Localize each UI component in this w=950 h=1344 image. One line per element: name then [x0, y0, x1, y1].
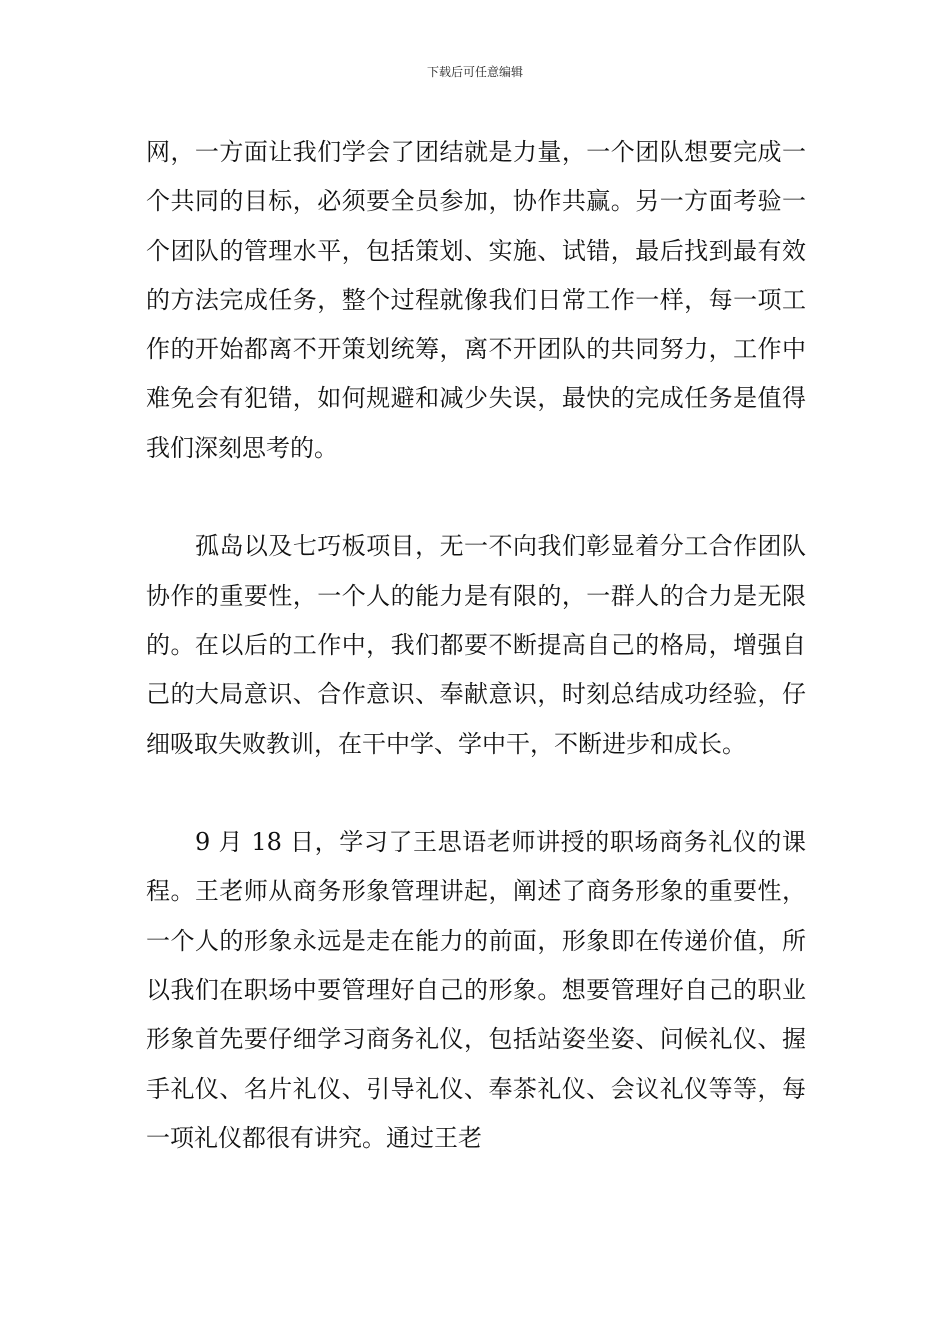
paragraph-spacer — [146, 769, 806, 818]
paragraph-3: 9 月 18 日，学习了王思语老师讲授的职场商务礼仪的课程。王老师从商务形象管理讲起，阐述了商务形象的重要性，一个人的形象永远是走在能力的前面，形象即在传递价值，所以我们在职场中要管理好自己的形象。想要管理好自己的职业形象首先要仔细学习商务礼仪，包括站姿坐姿、问候礼仪、握手礼仪、名片礼仪、引导礼仪、奉茶礼仪、会议礼仪等等，每一项礼仪都很有讲究。通过王老 — [146, 828, 806, 1152]
page-header-note: 下载后可任意编辑 — [426, 65, 523, 79]
paragraph-spacer — [146, 473, 806, 522]
document-body — [146, 128, 806, 1163]
paragraph-1: 网，一方面让我们学会了团结就是力量，一个团队想要完成一个共同的目标，必须要全员参加，协作共赢。另一方面考验一个团队的管理水平，包括策划、实施、试错，最后找到最有效的方法完成任务，整个过程就像我们日常工作一样，每一项工作的开始都离不开策划统筹，离不开团队的共同努力，工作中难免会有犯错，如何规避和减少失误，最快的完成任务是值得我们深刻思考的。 — [146, 138, 806, 462]
paragraph-2: 孤岛以及七巧板项目，无一不向我们彰显着分工合作团队协作的重要性，一个人的能力是有限的，一群人的合力是无限的。在以后的工作中，我们都要不断提高自己的格局，增强自己的大局意识、合作意识、奉献意识，时刻总结成功经验，仔细吸取失败教训，在干中学、学中干，不断进步和成长。 — [146, 532, 806, 758]
